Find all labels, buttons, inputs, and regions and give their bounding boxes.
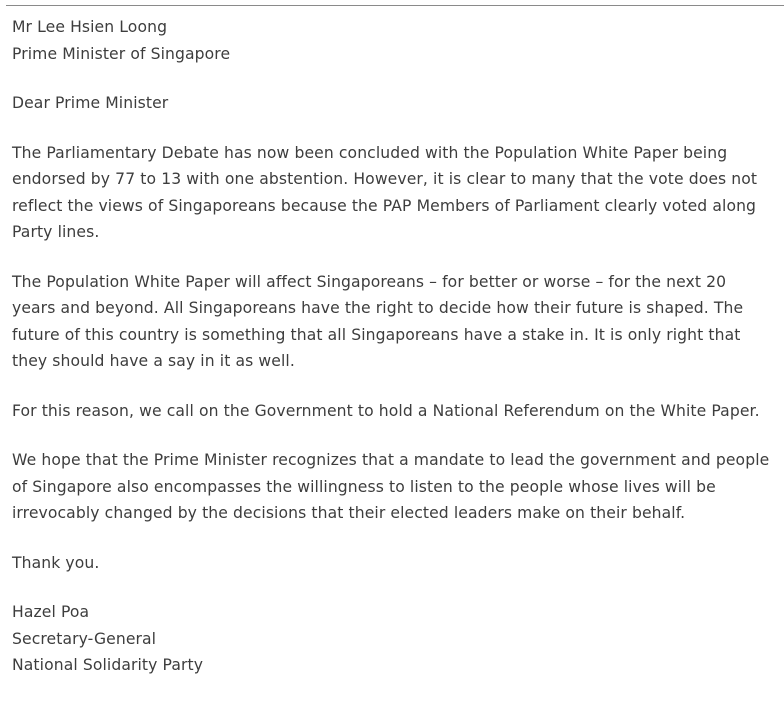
paragraph-2: The Population White Paper will affect Singaporeans – for better or worse – for the next 20 years and beyond. All Singaporeans have the right to decide how their future is shaped. The future of this country is something that all Singaporeans have a stake in. It is only right that they should have a say in it as well. [12, 272, 744, 370]
salutation: Dear Prime Minister [12, 94, 169, 112]
paragraph-4: We hope that the Prime Minister recognizes that a mandate to lead the government and people of Singapore also encompasses the willingness to listen to the people whose lives will be irrevocably changed by the decisions that their elected leaders make on their behalf. [12, 451, 770, 522]
paragraph-3: For this reason, we call on the Government to hold a National Referendum on the White Paper. [12, 401, 760, 420]
closing: Thank you. [12, 553, 100, 572]
signature-organization: National Solidarity Party [12, 656, 204, 674]
recipient-block [12, 14, 772, 67]
signature-block [12, 599, 772, 679]
signature-title: Secretary-General [12, 629, 157, 648]
letter-body [12, 14, 772, 702]
recipient-title: Prime Minister of Singapore [12, 44, 231, 63]
signature-name: Hazel Poa [12, 603, 90, 621]
recipient-name: Mr Lee Hsien Loong [12, 18, 168, 36]
paragraph-1: The Parliamentary Debate has now been concluded with the Population White Paper being endorsed by 77 to 13 with one abstention. However, it is clear to many that the vote does not reflect the views of Singaporeans because the PAP Members of Parliament clearly voted along Party lines. [12, 143, 758, 241]
top-divider [6, 5, 784, 6]
